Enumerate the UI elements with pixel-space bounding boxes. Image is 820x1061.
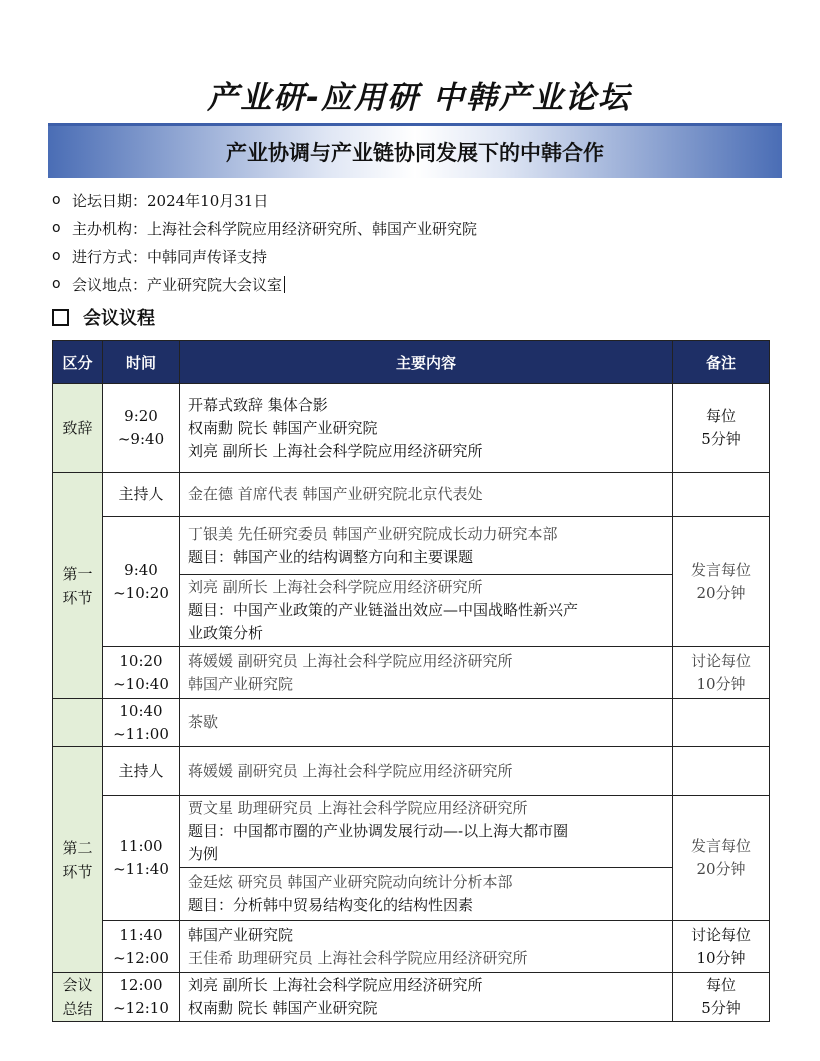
section-cell — [53, 473, 103, 699]
content-cell — [180, 699, 673, 747]
host-label-cell — [103, 473, 180, 517]
content-cell — [180, 921, 673, 973]
section-label: 第一 — [62, 564, 93, 583]
note-cell — [673, 699, 770, 747]
note-cell — [673, 747, 770, 796]
note-cell — [673, 517, 770, 647]
content-line: 权南勳 院长 韩国产业研究院 — [188, 418, 378, 437]
bullet-icon: o — [52, 220, 61, 236]
topic-line: 为例 — [188, 845, 219, 863]
table-row — [53, 796, 770, 868]
content-cell — [180, 575, 673, 647]
time-end: ~10:20 — [113, 583, 169, 602]
content-line: 开幕式致辞 集体合影 — [188, 395, 328, 414]
content-line: 刘亮 副所长 上海社会科学院应用经济研究所 — [188, 441, 483, 460]
agenda-heading-text: 会议议程 — [83, 308, 155, 329]
time-start: 10:20 — [119, 651, 163, 670]
time-cell — [103, 384, 180, 473]
time-end: ~12:00 — [113, 948, 169, 967]
section-cell — [53, 384, 103, 473]
header-content: 主要内容 — [180, 341, 673, 384]
note-line: 5分钟 — [701, 430, 741, 448]
bullet-icon: o — [52, 276, 61, 292]
header-note: 备注 — [673, 341, 770, 384]
speaker-line: 丁银美 先任研究委员 韩国产业研究院成长动力研究本部 — [188, 524, 558, 543]
table-row — [53, 473, 770, 517]
content-cell — [180, 647, 673, 699]
section-label: 致辞 — [62, 419, 93, 437]
content-line: 权南勳 院长 韩国产业研究院 — [188, 999, 378, 1017]
note-line: 10分钟 — [696, 674, 746, 693]
info-organizer — [52, 214, 477, 242]
time-start: 11:40 — [119, 925, 163, 944]
host-name: 蒋媛媛 副研究员 上海社会科学院应用经济研究所 — [188, 761, 513, 780]
subtitle: 产业协调与产业链协同发展下的中韩合作 — [226, 141, 604, 165]
time-cell — [103, 796, 180, 921]
topic-line: 题目：中国都市圈的产业协调发展行动—-以上海大都市圈 — [188, 822, 569, 840]
info-venue[interactable] — [52, 270, 477, 298]
time-start: 12:00 — [119, 976, 163, 994]
time-cell — [103, 699, 180, 747]
note-line: 10分钟 — [696, 948, 746, 967]
note-line: 讨论每位 — [690, 651, 751, 670]
info-format — [52, 242, 477, 270]
content-cell — [180, 517, 673, 575]
host-label: 主持人 — [118, 761, 164, 780]
section-label: 会议 — [62, 976, 93, 994]
section-label: 环节 — [62, 588, 93, 607]
time-cell — [103, 921, 180, 973]
content-cell — [180, 796, 673, 868]
topic-line: 题目：韩国产业的结构调整方向和主要课题 — [188, 547, 474, 566]
checkbox-icon — [52, 309, 69, 326]
time-end: ~12:10 — [113, 999, 169, 1017]
break-label: 茶歇 — [188, 713, 219, 731]
info-organizer-text: 主办机构：上海社会科学院应用经济研究所、韩国产业研究院 — [72, 219, 478, 238]
section-cell — [53, 747, 103, 973]
note-cell — [673, 921, 770, 973]
table-header-row — [53, 341, 770, 384]
header-section: 区分 — [53, 341, 103, 384]
section-cell — [53, 973, 103, 1022]
content-line: 韩国产业研究院 — [188, 674, 294, 693]
time-start: 10:40 — [119, 701, 163, 720]
time-cell — [103, 973, 180, 1022]
table-row — [53, 517, 770, 575]
content-cell — [180, 384, 673, 473]
table-row — [53, 973, 770, 1022]
topic-line: 题目：分析韩中贸易结构变化的结构性因素 — [188, 896, 474, 914]
table-row — [53, 699, 770, 747]
text-cursor — [284, 276, 285, 293]
content-cell — [180, 973, 673, 1022]
content-line: 韩国产业研究院 — [188, 925, 294, 944]
host-name: 金在德 首席代表 韩国产业研究院北京代表处 — [188, 485, 483, 503]
info-format-text: 进行方式：中韩同声传译支持 — [72, 247, 268, 266]
content-line: 蒋媛媛 副研究员 上海社会科学院应用经济研究所 — [188, 651, 513, 670]
time-start: 9:40 — [124, 560, 158, 579]
note-line: 发言每位 — [690, 560, 751, 579]
speaker-line: 贾文星 助理研究员 上海社会科学院应用经济研究所 — [188, 799, 528, 817]
time-end: ~11:40 — [113, 860, 169, 878]
info-date — [52, 186, 477, 214]
agenda-heading — [52, 304, 155, 330]
section-label: 第二 — [62, 838, 93, 857]
table-row — [53, 747, 770, 796]
time-end: ~9:40 — [117, 430, 165, 448]
time-end: ~10:40 — [113, 674, 169, 693]
content-cell — [180, 473, 673, 517]
time-start: 11:00 — [119, 837, 163, 855]
note-line: 讨论每位 — [690, 925, 751, 944]
section-label: 总结 — [62, 1000, 93, 1018]
note-line: 20分钟 — [696, 583, 746, 602]
content-line: 王佳希 助理研究员 上海社会科学院应用经济研究所 — [188, 948, 528, 967]
topic-line: 题目：中国产业政策的产业链溢出效应—中国战略性新兴产 — [188, 601, 579, 619]
bullet-icon: o — [52, 248, 61, 264]
note-line: 发言每位 — [690, 837, 751, 855]
topic-line: 业政策分析 — [188, 624, 264, 642]
agenda-table — [52, 340, 770, 1022]
note-cell — [673, 473, 770, 517]
content-cell — [180, 868, 673, 921]
info-venue-text: 会议地点：产业研究院大会议室 — [72, 275, 283, 294]
note-line: 每位 — [705, 976, 736, 994]
table-row — [53, 647, 770, 699]
info-date-text: 论坛日期：2024年10月31日 — [72, 191, 269, 210]
note-cell — [673, 647, 770, 699]
note-line: 每位 — [705, 407, 736, 425]
note-cell — [673, 384, 770, 473]
host-label: 主持人 — [118, 485, 164, 503]
note-line: 5分钟 — [701, 999, 741, 1017]
host-label-cell — [103, 747, 180, 796]
time-end: ~11:00 — [113, 724, 169, 743]
table-row — [53, 921, 770, 973]
time-cell — [103, 647, 180, 699]
section-cell — [53, 699, 103, 747]
time-cell — [103, 517, 180, 647]
speaker-line: 金廷炫 研究员 韩国产业研究院动向统计分析本部 — [188, 873, 513, 891]
header-time: 时间 — [103, 341, 180, 384]
content-cell — [180, 747, 673, 796]
content-line: 刘亮 副所长 上海社会科学院应用经济研究所 — [188, 976, 483, 994]
section-label: 环节 — [62, 862, 93, 881]
table-row — [53, 384, 770, 473]
subtitle-banner — [48, 123, 782, 178]
note-cell — [673, 973, 770, 1022]
time-start: 9:20 — [124, 407, 158, 425]
forum-info-list — [52, 186, 477, 298]
bullet-icon: o — [52, 192, 61, 208]
note-cell — [673, 796, 770, 921]
document-title: 产业研-应用研 中韩产业论坛 — [207, 80, 631, 116]
speaker-line: 刘亮 副所长 上海社会科学院应用经济研究所 — [188, 578, 483, 596]
note-line: 20分钟 — [696, 860, 746, 878]
